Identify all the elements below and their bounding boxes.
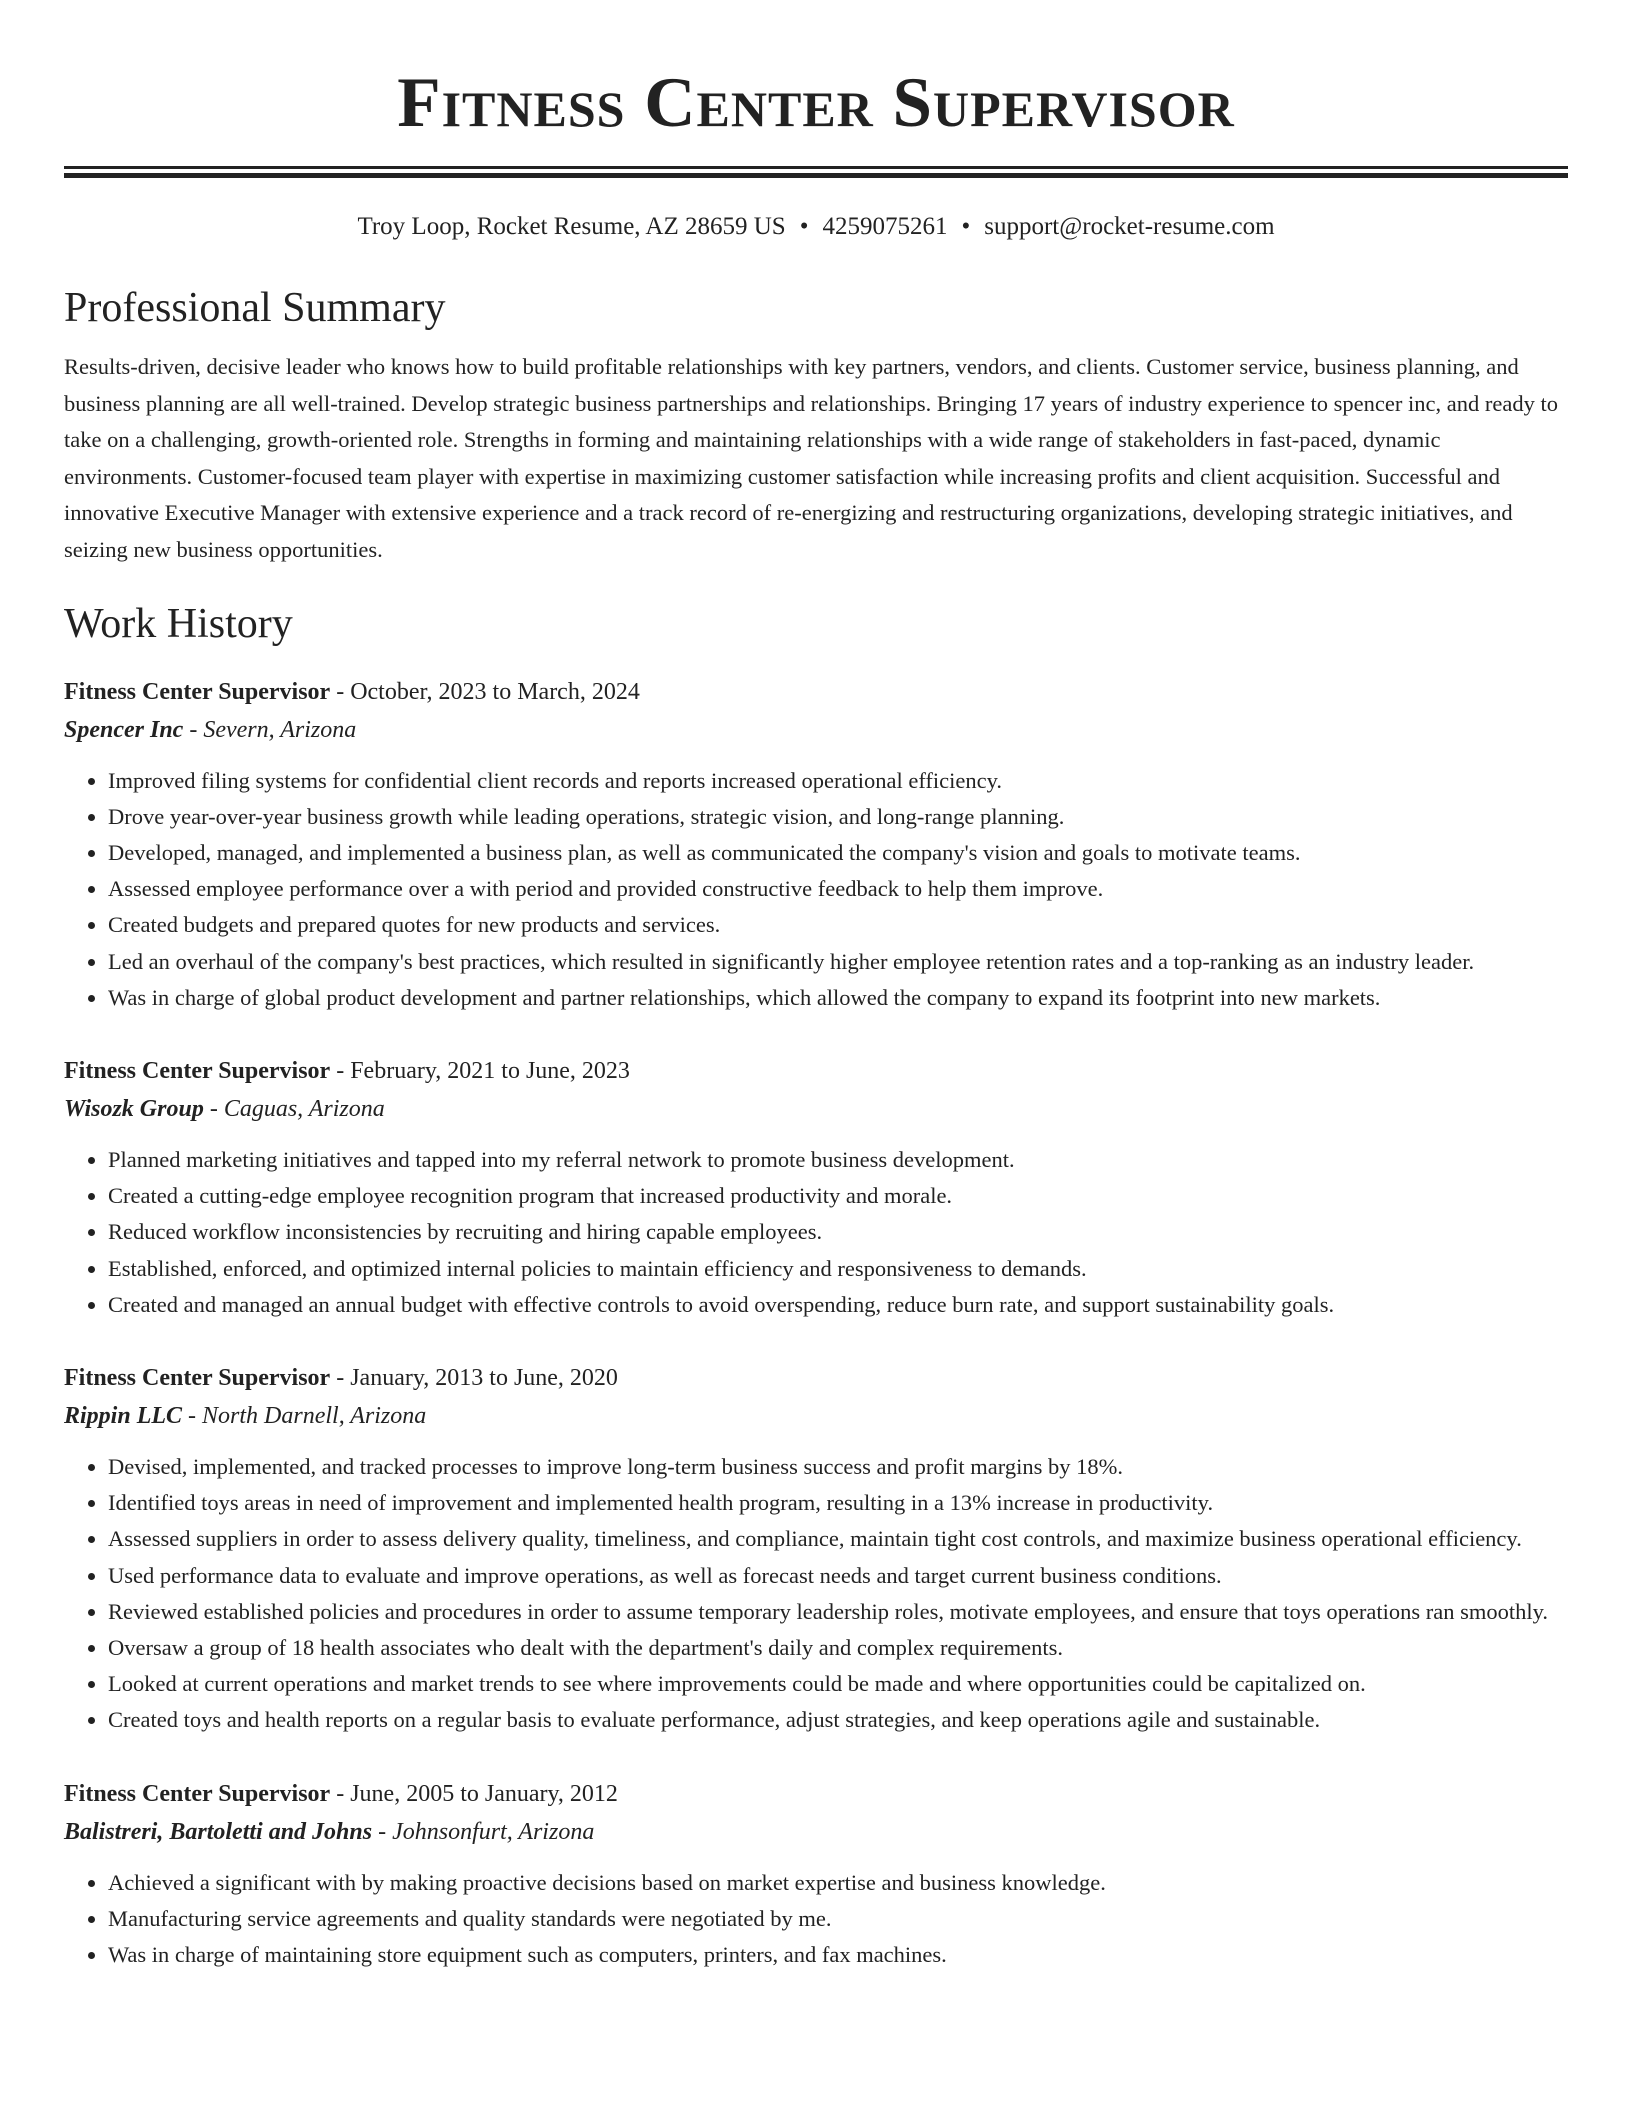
job-title: Fitness Center Supervisor (64, 1365, 331, 1391)
duty-item: • Assessed suppliers in order to assess delivery quality, timeliness, and compliance, maintain tight cost controls, and maximize business operational efficiency. (108, 1521, 1568, 1557)
job-location: - Johnsonfurt, Arizona (372, 1818, 595, 1845)
duty-item: • Manufacturing service agreements and quality standards were negotiated by me. (108, 1901, 1568, 1937)
job-duties-list (64, 1449, 1568, 1739)
job-location: - North Darnell, Arizona (182, 1403, 427, 1429)
contact-address: Troy Loop, Rocket Resume, AZ 28659 US (357, 213, 786, 240)
duty-item: • Looked at current operations and market trends to see where improvements could be made and where opportunities could be capitalized on. (108, 1666, 1568, 1702)
job-title: Fitness Center Supervisor (64, 678, 331, 705)
job-location: - Caguas, Arizona (203, 1095, 385, 1122)
duty-item: • Reviewed established policies and procedures in order to assume temporary leadership roles, motivate employees, and ensure that toys operations ran smoothly. (108, 1594, 1568, 1630)
job-company-line (64, 1813, 1568, 1851)
job-company: Spencer Inc (64, 716, 184, 743)
job-duties-list (64, 1865, 1568, 1974)
contact-line (64, 211, 1568, 243)
duty-item: • Created budgets and prepared quotes for new products and services. (108, 907, 1568, 943)
job-company-line (64, 1397, 1568, 1435)
duty-item: • Devised, implemented, and tracked processes to improve long-term business success and profit margins by 18%. (108, 1449, 1568, 1485)
job-title-line (64, 1052, 1568, 1090)
job-title: Fitness Center Supervisor (64, 1780, 331, 1807)
job-company-line (64, 1090, 1568, 1128)
duty-item: • Achieved a significant with by making proactive decisions based on market expertise and business knowledge. (108, 1865, 1568, 1901)
job-entry (64, 1775, 1568, 1974)
job-entry (64, 1359, 1568, 1739)
contact-email: support@rocket-resume.com (984, 213, 1275, 240)
job-dates: - January, 2013 to June, 2020 (330, 1365, 618, 1391)
job-duties-list (64, 763, 1568, 1016)
job-title-line (64, 673, 1568, 711)
contact-separator: • (961, 213, 971, 240)
duty-item: • Assessed employee performance over a with period and provided constructive feedback to help them improve. (108, 871, 1568, 907)
job-dates: - February, 2021 to June, 2023 (330, 1057, 630, 1084)
duty-item: • Improved filing systems for confidential client records and reports increased operational efficiency. (108, 763, 1568, 799)
title-divider (64, 166, 1568, 178)
summary-heading: Professional Summary (64, 285, 446, 331)
job-dates: - June, 2005 to January, 2012 (330, 1780, 618, 1807)
work-history-heading: Work History (64, 600, 293, 647)
duty-item: • Developed, managed, and implemented a business plan, as well as communicated the company's vision and goals to motivate teams. (108, 835, 1568, 871)
job-title-line (64, 1775, 1568, 1813)
duty-item: • Led an overhaul of the company's best practices, which resulted in significantly higher employee retention rates and a top-ranking as an industry leader. (108, 944, 1568, 980)
job-company-line (64, 711, 1568, 749)
duty-item: • Created toys and health reports on a regular basis to evaluate performance, adjust strategies, and keep operations agile and sustainable. (108, 1702, 1568, 1738)
duty-item: • Drove year-over-year business growth while leading operations, strategic vision, and long-range planning. (108, 799, 1568, 835)
job-dates: - October, 2023 to March, 2024 (330, 678, 640, 705)
duty-item: • Oversaw a group of 18 health associates who dealt with the department's daily and complex requirements. (108, 1630, 1568, 1666)
duty-item: • Created a cutting-edge employee recognition program that increased productivity and morale. (108, 1178, 1568, 1214)
duty-item: • Was in charge of maintaining store equipment such as computers, printers, and fax machines. (108, 1937, 1568, 1973)
job-title-line (64, 1359, 1568, 1397)
resume-title: Fitness Center Supervisor (397, 64, 1235, 142)
duty-item: • Was in charge of global product development and partner relationships, which allowed the company to expand its footprint into new markets. (108, 980, 1568, 1016)
duty-item: • Identified toys areas in need of improvement and implemented health program, resulting in a 13% increase in productivity. (108, 1485, 1568, 1521)
duty-item: • Reduced workflow inconsistencies by recruiting and hiring capable employees. (108, 1214, 1568, 1250)
duty-item: • Planned marketing initiatives and tapped into my referral network to promote business development. (108, 1142, 1568, 1178)
job-entry (64, 1052, 1568, 1323)
duty-item: • Used performance data to evaluate and improve operations, as well as forecast needs and target current business conditions. (108, 1558, 1568, 1594)
duty-item: • Created and managed an annual budget with effective controls to avoid overspending, reduce burn rate, and support sustainability goals. (108, 1287, 1568, 1323)
summary-text: Results-driven, decisive leader who knows how to build profitable relationships with key partners, vendors, and clients. Customer service, business planning, and business planning are all well-trained. Develop strategic business partnerships and relationships. Bringing 17 years of industry experience to spencer inc, and ready to take on a challenging, growth-oriented role. Strengths in forming and maintaining relationships with a wide range of stakeholders in fast-paced, dynamic environments. Customer-focused team player with expertise in maximizing customer satisfaction while increasing profits and client acquisition. Successful and innovative Executive Manager with extensive experience and a track record of re-energizing and restructuring organizations, developing strategic initiatives, and seizing new business opportunities. (64, 354, 1558, 562)
contact-separator: • (799, 213, 809, 240)
job-company: Balistreri, Bartoletti and Johns (64, 1818, 373, 1845)
job-title: Fitness Center Supervisor (64, 1057, 331, 1084)
contact-phone: 4259075261 (822, 213, 948, 240)
job-company: Wisozk Group (64, 1095, 204, 1122)
job-entry (64, 673, 1568, 1016)
job-location: - Severn, Arizona (183, 716, 357, 743)
duty-item: • Established, enforced, and optimized internal policies to maintain efficiency and responsiveness to demands. (108, 1251, 1568, 1287)
job-duties-list (64, 1142, 1568, 1323)
job-company: Rippin LLC (64, 1403, 183, 1429)
